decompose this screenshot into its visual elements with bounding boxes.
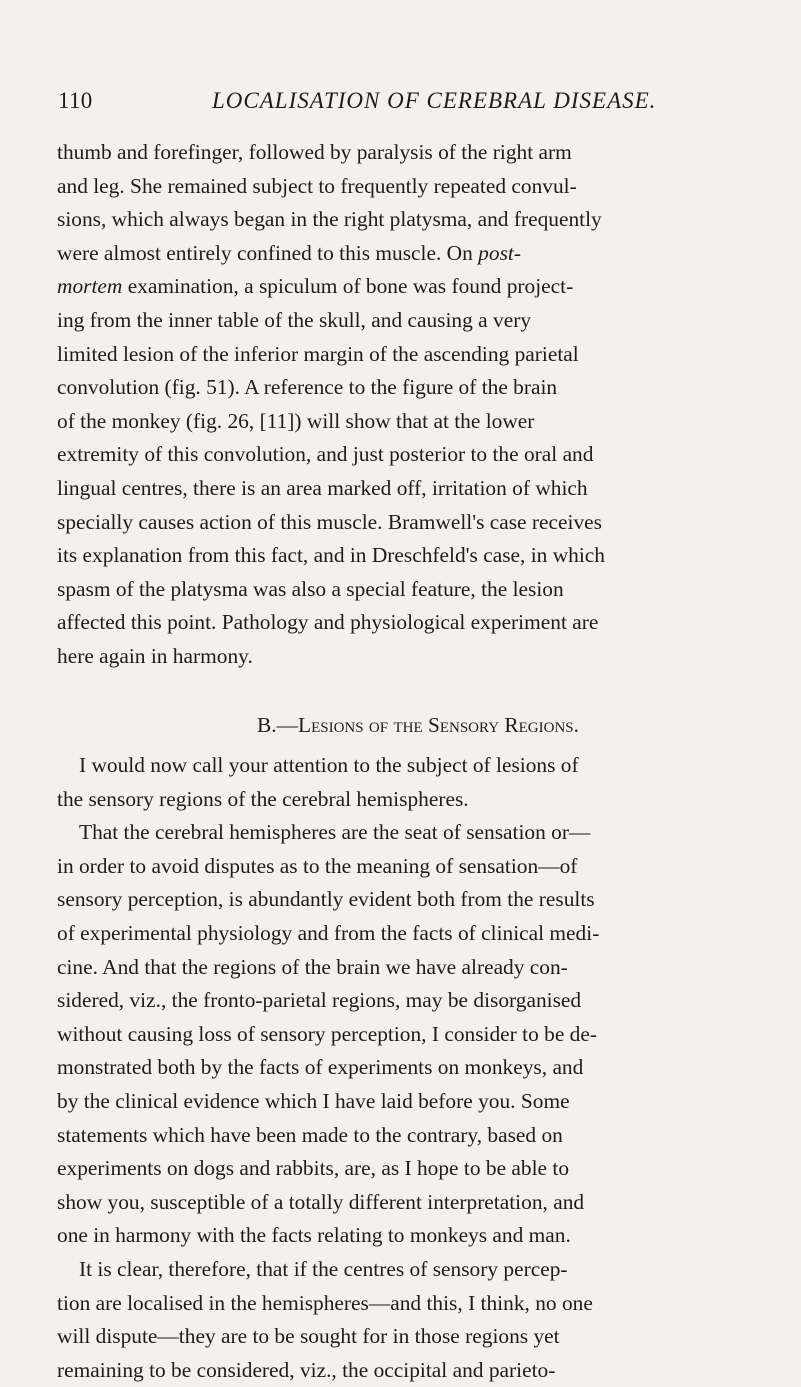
spacer [57,674,757,709]
text-line: one in harmony with the facts relating to monkeys and man. [57,1223,571,1248]
text-line: limited lesion of the inferior margin of the ascending parietal [57,341,579,366]
text-line: experiments on dogs and rabbits, are, as I hope to be able to [57,1156,570,1181]
text-line: monstrated both by the facts of experiments on monkeys, and [57,1055,584,1080]
text-line [57,237,757,271]
text-line [57,270,757,304]
section-heading [57,709,757,743]
text-line: I would now call your attention to the subject of lesions of [79,753,579,778]
page-header [58,88,758,118]
text-line: here again in harmony. [57,643,253,668]
text-line: sensory perception, is abundantly evident both from the results [57,887,595,912]
text-line: That the cerebral hemispheres are the seat of sensation or— [79,820,591,845]
text-line: It is clear, therefore, that if the centres of sensory percep- [79,1257,568,1281]
italic-term: mortem [57,274,123,299]
italic-term: post- [478,240,521,265]
text-span: examination, a spiculum of bone was found project- [122,274,574,299]
text-line: in order to avoid disputes as to the meaning of sensation—of [57,853,578,878]
text-line: specially causes action of this muscle. Bramwell's case receives [57,509,602,534]
text-line: by the clinical evidence which I have laid before you. Some [57,1089,570,1114]
text-line: cine. And that the regions of the brain we have already con- [57,954,568,979]
page-number: 110 [58,88,93,113]
spacer [57,742,757,749]
text-line: thumb and forefinger, followed by paralysis of the right arm [57,140,572,164]
text-line: extremity of this convolution, and just posterior to the oral and [57,442,594,467]
text-line: affected this point. Pathology and physiological experiment are [57,610,599,635]
body-text [57,136,757,1387]
text-line: lingual centres, there is an area marked off, irritation of which [57,475,588,500]
text-line: of experimental physiology and from the facts of clinical medi- [57,921,600,946]
text-line: sidered, viz., the fronto-parietal regions, may be disorganised [57,988,582,1013]
text-line: spasm of the platysma was also a special feature, the lesion [57,576,564,601]
text-line: sions, which always began in the right platysma, and frequently [57,207,602,232]
text-line: and leg. She remained subject to frequently repeated convul- [57,173,577,198]
running-title: LOCALISATION OF CEREBRAL DISEASE. [212,88,657,113]
text-line: of the monkey (fig. 26, [11]) will show that at the lower [57,408,535,433]
text-span: were almost entirely confined to this muscle. On [57,240,479,265]
text-line: without causing loss of sensory perception, I consider to be de- [57,1021,597,1046]
text-line: convolution (fig. 51). A reference to the figure of the brain [57,375,558,400]
text-line: tion are localised in the hemispheres—and this, I think, no one [57,1290,593,1315]
text-line: remaining to be considered, viz., the occipital and parieto- [57,1357,556,1382]
text-line: will dispute—they are to be sought for in those regions yet [57,1324,560,1349]
text-line: ing from the inner table of the skull, and causing a very [57,307,532,332]
section-prefix: B.— [256,712,298,737]
text-line: statements which have been made to the contrary, based on [57,1122,563,1147]
text-line: the sensory regions of the cerebral hemispheres. [57,786,469,811]
text-line: its explanation from this fact, and in Dreschfeld's case, in which [57,543,605,568]
text-line: show you, susceptible of a totally different interpretation, and [57,1189,585,1214]
section-title: Lesions of the Sensory Regions. [298,712,579,737]
